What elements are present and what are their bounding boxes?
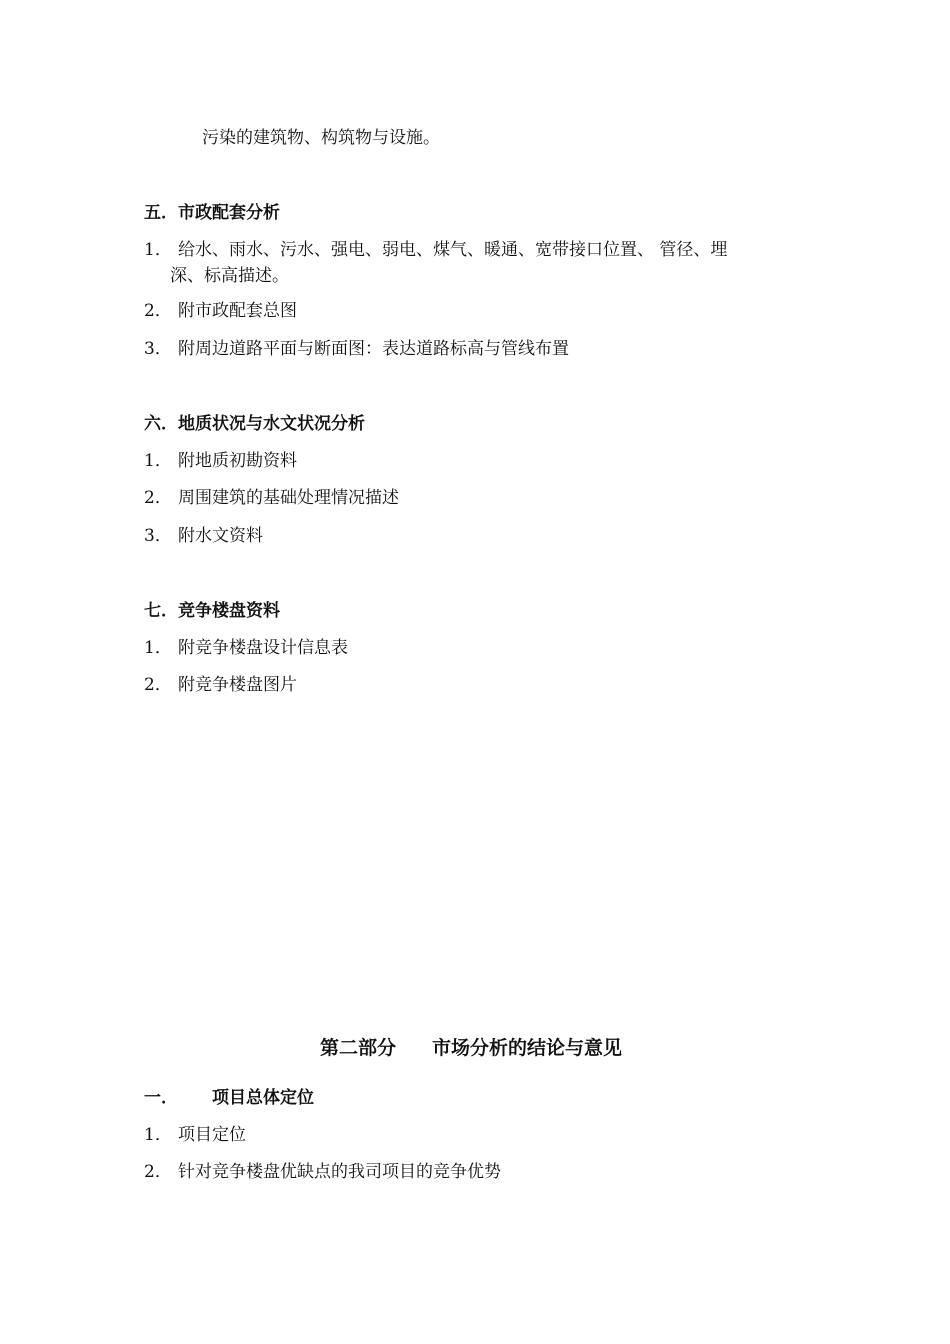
item-number: 1． [144,1125,172,1145]
item-text: 附竞争楼盘图片 [178,675,297,695]
section-5-item-1-cont: 深、标高描述。 [170,266,289,286]
continuation-text: 污染的建筑物、构筑物与设施。 [202,128,440,148]
item-text: 附市政配套总图 [178,301,297,321]
part-2-item-2 [144,1160,501,1184]
part-2-item-1 [144,1123,246,1147]
section-5-item-3 [144,337,569,361]
item-text: 附周边道路平面与断面图：表达道路标高与管线布置 [178,339,569,359]
item-text: 给水、雨水、污水、强电、弱电、煤气、暖通、宽带接口位置、 管径、埋 [178,240,728,260]
part-2-section-1-heading [144,1086,314,1110]
section-heading-text: 项目总体定位 [212,1088,314,1108]
item-number: 2． [144,301,172,321]
item-text: 项目定位 [178,1125,246,1145]
part-title-text: 市场分析的结论与意见 [432,1037,623,1059]
section-5-item-2 [144,299,297,323]
part-2-title [320,1036,622,1060]
part-label: 第二部分 [320,1037,397,1059]
item-text: 周围建筑的基础处理情况描述 [178,488,399,508]
item-number: 3． [144,339,172,359]
section-5-item-1 [144,238,727,262]
section-7-item-2 [144,673,297,697]
section-7-item-1 [144,636,348,660]
item-number: 2． [144,1162,172,1182]
item-number: 1． [144,638,172,658]
item-text: 附地质初勘资料 [178,451,297,471]
section-5-heading: 五．市政配套分析 [144,203,280,223]
section-6-heading: 六．地质状况与水文状况分析 [144,414,365,434]
item-text: 针对竞争楼盘优缺点的我司项目的竞争优势 [178,1162,501,1182]
item-number: 1． [144,240,172,260]
item-number: 3． [144,526,172,546]
item-number: 1． [144,451,172,471]
section-6-item-1 [144,449,297,473]
section-6-item-2 [144,486,399,510]
item-number: 2． [144,675,172,695]
section-7-heading: 七．竞争楼盘资料 [144,601,280,621]
item-number: 2． [144,488,172,508]
section-6-item-3 [144,524,263,548]
item-text: 附竞争楼盘设计信息表 [178,638,348,658]
section-number: 一． [144,1088,178,1108]
item-text: 附水文资料 [178,526,263,546]
